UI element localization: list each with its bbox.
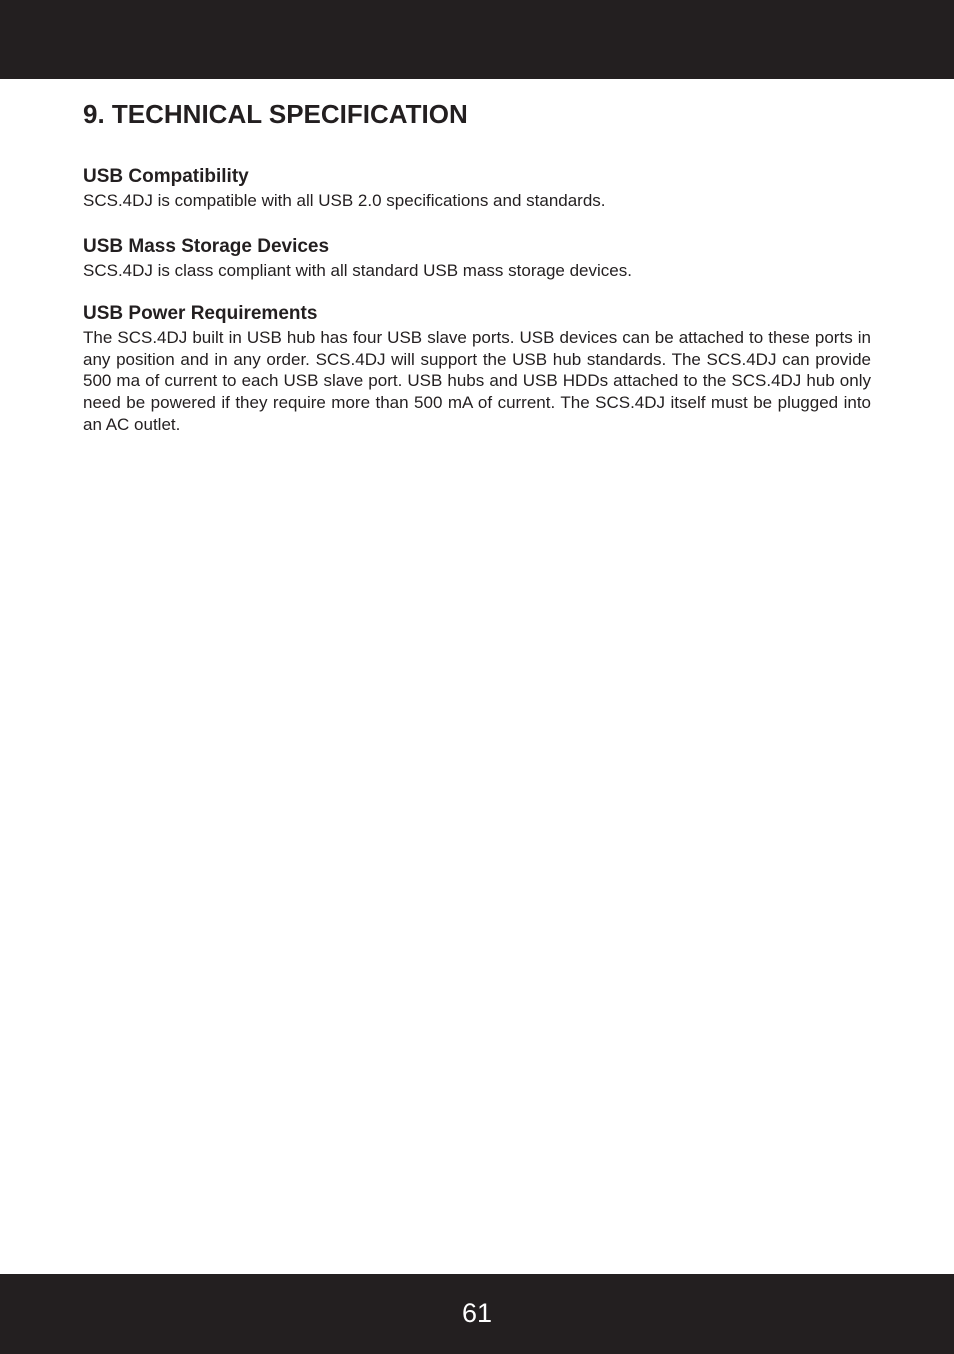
- header-band: [0, 0, 954, 79]
- section-heading: USB Power Requirements: [83, 303, 318, 325]
- section-body: The SCS.4DJ built in USB hub has four USB slave ports. USB devices can be attached to these ports in any position and in any order. SCS.4DJ will support the USB hub standards. The SCS.4DJ can provide 500 ma of current to each USB slave port. USB hubs and USB HDDs attached to the SCS.4DJ hub only need be powered if they require more than 500 mA of current. The SCS.4DJ itself must be plugged into an AC outlet.: [83, 328, 871, 434]
- page-title: 9. TECHNICAL SPECIFICATION: [83, 99, 468, 129]
- page-content: [83, 96, 871, 457]
- section-usb-mass-storage: [83, 234, 871, 282]
- footer-band: [0, 1274, 954, 1354]
- section-usb-compatibility: [83, 164, 871, 212]
- section-body: SCS.4DJ is class compliant with all standard USB mass storage devices.: [83, 260, 632, 280]
- section-body: SCS.4DJ is compatible with all USB 2.0 specifications and standards.: [83, 191, 606, 210]
- page-number: 61: [461, 1298, 493, 1328]
- section-heading: USB Compatibility: [83, 166, 249, 187]
- section-heading: USB Mass Storage Devices: [83, 235, 330, 257]
- section-usb-power: [83, 301, 871, 435]
